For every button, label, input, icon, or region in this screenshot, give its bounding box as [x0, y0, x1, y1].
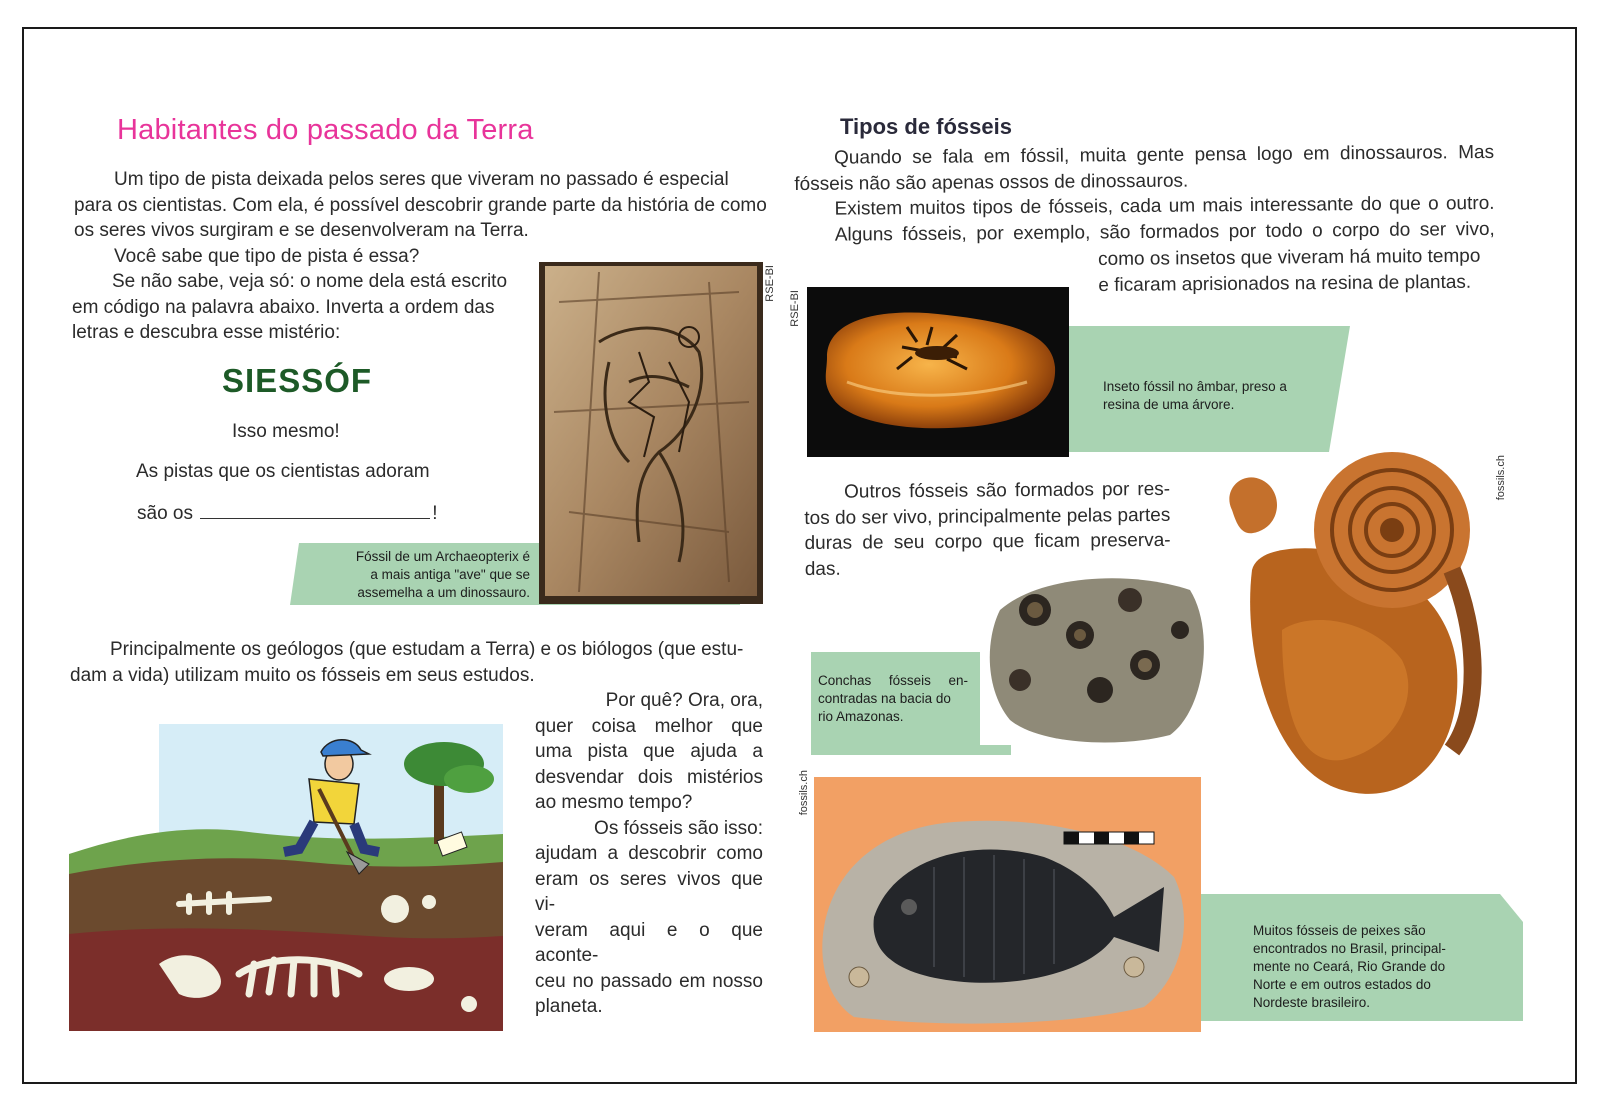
caption-line: Norte e em outros estados do — [1253, 977, 1431, 992]
amber-credit: RSE-BI — [789, 290, 801, 327]
amber-caption — [1103, 378, 1333, 414]
why-line: ceu no passado em nosso — [535, 970, 763, 992]
why-line: uma pista que ajuda a — [535, 741, 763, 762]
dig-site-illustration — [69, 724, 503, 1031]
para-line: Outros fósseis são formados por res- — [844, 478, 1171, 503]
para-line: dam a vida) utilizam muito os fósseis em seus estudos. — [70, 664, 535, 686]
code-word: SIESSÓF — [222, 362, 373, 399]
shells-fossil-photo — [980, 570, 1212, 745]
caption-line: a mais antiga "ave" que se — [370, 567, 530, 582]
hint-line: em código na palavra abaixo. Inverta a ordem das — [72, 296, 495, 318]
caption-line: Inseto fóssil no âmbar, preso a — [1103, 379, 1287, 394]
archaeopteryx-credit: RSE-BI — [764, 265, 776, 302]
fish-caption — [1253, 922, 1483, 1012]
why-line: quer coisa melhor que — [535, 715, 763, 737]
para-line: e ficaram aprisionados na resina de plantas. — [1098, 271, 1472, 296]
why-line: planeta. — [535, 996, 603, 1017]
caption-line: resina de uma árvore. — [1103, 397, 1235, 412]
other-fossils-paragraph — [804, 477, 1171, 582]
archaeopteryx-fossil-photo — [539, 262, 763, 604]
why-line: Por quê? Ora, ora, — [605, 690, 763, 711]
caption-line: Muitos fósseis de peixes são — [1253, 923, 1426, 938]
shells-caption — [818, 672, 968, 726]
caption-line: encontrados no Brasil, principal- — [1253, 941, 1446, 956]
para-line: Principalmente os geólogos (que estudam a Terra) e os biólogos (que estu- — [110, 639, 744, 660]
types-paragraph — [794, 140, 1495, 248]
para-line: das. — [804, 558, 841, 580]
intro-line: Um tipo de pista deixada pelos seres que viveram no passado é especial — [114, 169, 729, 190]
amber-insect-photo — [807, 287, 1069, 457]
caption-line: assemelha a um dinossauro. — [357, 585, 530, 600]
clue-line: As pistas que os cientistas adoram — [136, 461, 430, 482]
intro-line: os seres vivos surgiram e se desenvolveram na Terra. — [74, 220, 529, 241]
archaeopteryx-caption — [340, 548, 530, 602]
hint-line: letras e descubra esse mistério: — [72, 322, 341, 343]
caption-line: rio Amazonas. — [818, 709, 904, 724]
caption-line: Conchas fósseis en- — [818, 673, 968, 688]
caption-line: mente no Ceará, Rio Grande do — [1253, 959, 1446, 974]
scientists-paragraph — [70, 637, 770, 688]
why-line: desvendar dois mistérios — [535, 766, 763, 788]
caption-line: Nordeste brasileiro. — [1253, 995, 1371, 1010]
intro-line: para os cientistas. Com ela, é possível descobrir grande parte da história de como — [74, 194, 767, 216]
para-line: fósseis não são apenas ossos de dinossauros. — [794, 170, 1189, 195]
clue-answer-line — [137, 500, 438, 525]
ammonite-credit: fossils.ch — [1495, 455, 1507, 501]
para-line: Quando se fala em fóssil, muita gente pensa logo em dinossauros. Mas — [834, 141, 1495, 169]
para-line: duras de seu corpo que ficam preserva- — [804, 529, 1171, 554]
why-line: ao mesmo tempo? — [535, 792, 693, 813]
page-title: Habitantes do passado da Terra — [117, 114, 534, 146]
hint-line: Se não sabe, veja só: o nome dela está escrito — [112, 271, 508, 292]
section-heading: Tipos de fósseis — [840, 114, 1012, 139]
why-line: ajudam a descobrir como — [535, 843, 763, 864]
why-paragraph — [535, 688, 763, 1020]
intro-paragraph — [74, 167, 774, 269]
why-line: eram os seres vivos que vi- — [535, 868, 763, 915]
ammonite-photo — [1212, 450, 1502, 815]
why-line: Os fósseis são isso: — [594, 817, 763, 839]
why-line: veram aqui e o que aconte- — [535, 919, 763, 966]
para-line: tos do ser vivo, principalmente pelas partes — [804, 504, 1171, 529]
caption-line: contradas na bacia do — [818, 691, 951, 706]
insects-paragraph — [1098, 244, 1498, 298]
para-line: como os insetos que viveram há muito tempo — [1098, 245, 1481, 270]
answer-blank[interactable] — [200, 500, 430, 519]
para-line: Existem muitos tipos de fósseis, cada um mais interessante do que o outro. — [834, 192, 1495, 220]
fish-credit: fossils.ch — [798, 770, 810, 816]
exclaim-text: Isso mesmo! — [232, 421, 340, 442]
caption-line: Fóssil de um Archaeopterix é — [355, 549, 530, 564]
question-line: Você sabe que tipo de pista é essa? — [114, 245, 420, 267]
clue-prefix: são os — [137, 503, 193, 524]
hint-paragraph — [72, 269, 522, 346]
fish-fossil-photo — [814, 777, 1201, 1032]
clue-suffix: ! — [432, 503, 438, 524]
para-line: Alguns fósseis, por exemplo, são formados por todo o corpo do ser vivo, — [834, 218, 1495, 246]
